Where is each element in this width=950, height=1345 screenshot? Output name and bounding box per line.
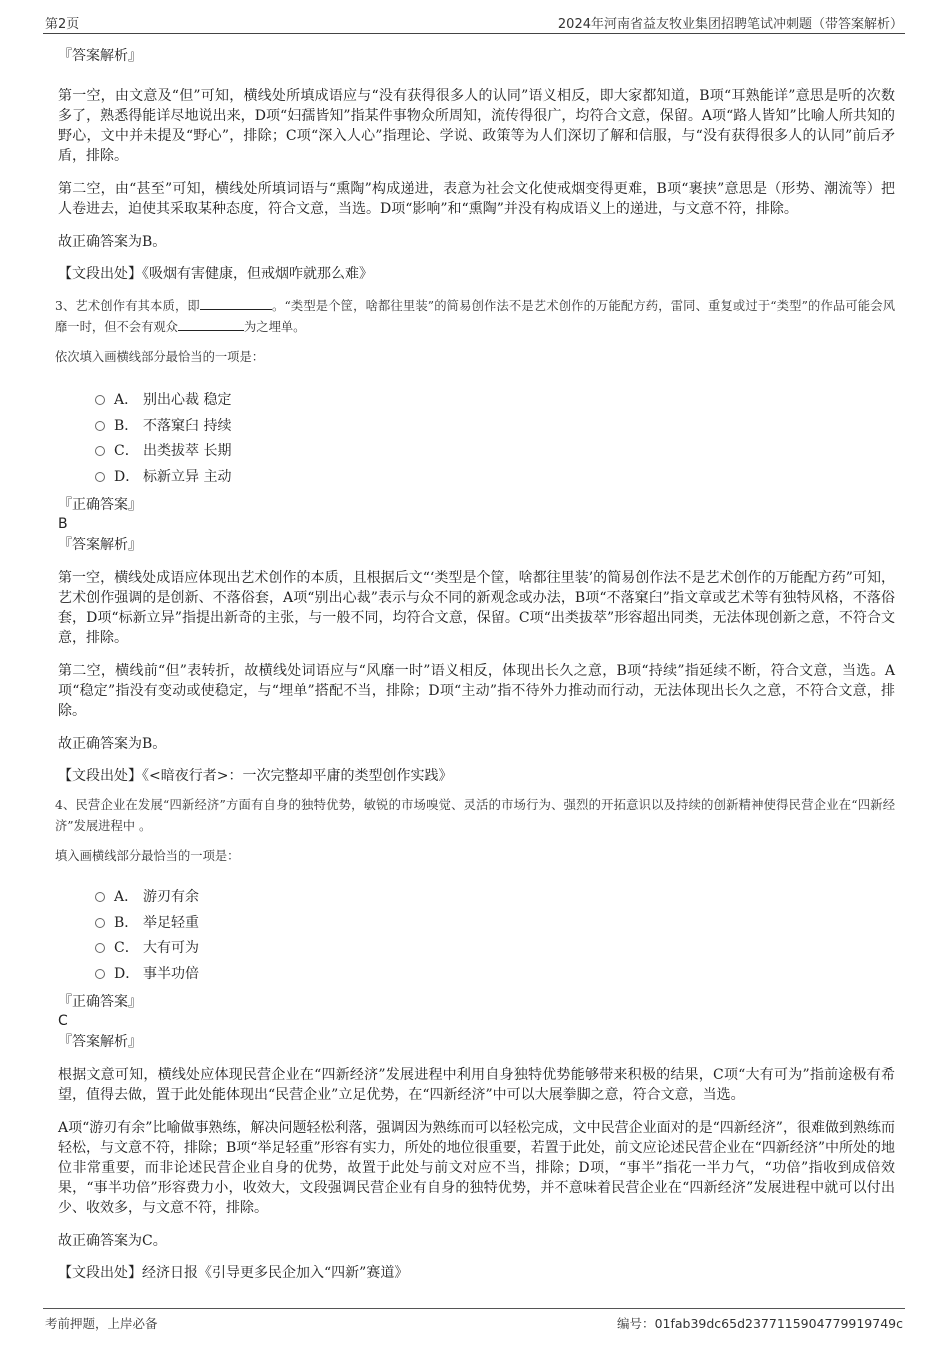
q4-option-c[interactable]: C． 大有可为 xyxy=(95,936,895,962)
radio-icon[interactable] xyxy=(95,395,105,405)
q3-analysis-p2: 第二空，横线前“但”表转折，故横线处词语应与“风靡一时”语义相反，体现出长久之意，B项“持续”指延续不断，符合文意，当选。A项“稳定”指没有变动或使稳定，与“埋单”搭配不当，排除；D项“主动”指不待外力推动而行动，无法体现出长久之意，不符合文意，排除。 xyxy=(58,663,895,719)
q4-analysis-label: 『答案解析』 xyxy=(58,1034,142,1050)
section2-conclusion: 故正确答案为B。 xyxy=(58,234,167,250)
document-title: 2024年河南省益友牧业集团招聘笔试冲刺题（带答案解析） xyxy=(557,17,903,32)
section2-analysis-p2: 第二空，由“甚至”可知，横线处所填词语与“熏陶”构成递进，表意为社会文化使戒烟变得更难，B项“裹挟”意思是（形势、潮流等）把人卷进去，迫使其采取某种态度，符合文意，当选。D项“影响”和“熏陶”并没有构成语义上的递进，与文意不符，排除。 xyxy=(58,181,895,217)
radio-icon[interactable] xyxy=(95,421,105,431)
q4-source: 【文段出处】经济日报《引导更多民企加入“四新”赛道》 xyxy=(58,1265,409,1281)
radio-icon[interactable] xyxy=(95,943,105,953)
q4-option-d[interactable]: D． 事半功倍 xyxy=(95,962,895,988)
q3-source: 【文段出处】《<暗夜行者>：一次完整却平庸的类型创作实践》 xyxy=(58,768,453,784)
q4-option-a[interactable]: A． 游刃有余 xyxy=(95,885,895,911)
section2-analysis-p1: 第一空，由文意及“但”可知，横线处所填成语应与“没有获得很多人的认同”语义相反，即大家都知道，B项“耳熟能详”意思是听的次数多了，熟悉得能详尽地说出来，D项“妇孺皆知”指某件事物众所周知，流传得很广，均符合文意，保留。A项“路人皆知”比喻人所共知的野心，文中并未提及“野心”，排除；C项“深入人心”指理论、学说、政策等为人们深切了解和信服，与“没有获得很多人的认同”前后矛盾，排除。 xyxy=(58,88,895,164)
page-number: 第2页 xyxy=(45,17,80,32)
q3-analysis-label: 『答案解析』 xyxy=(58,537,142,553)
document-id xyxy=(617,1314,903,1332)
q3-text-b: 。“类型是个筐，啥都往里装”的简易创作法不是艺术创作的万能配方药，雷同、重复或过于“类型”的作品可能会风靡一时，但不会有观众 xyxy=(55,299,895,334)
q3-question xyxy=(55,296,895,338)
q4-option-b[interactable]: B． 举足轻重 xyxy=(95,911,895,937)
q3-option-b[interactable]: B． 不落窠臼 持续 xyxy=(95,414,895,440)
section2-source: 【文段出处】《吸烟有害健康，但戒烟咋就那么难》 xyxy=(58,266,373,282)
q4-instruction: 填入画横线部分最恰当的一项是： xyxy=(55,849,240,863)
q4-question: 4、民营企业在发展“四新经济”方面有自身的独特优势，敏锐的市场嗅觉、灵活的市场行为、强烈的开拓意识以及持续的创新精神使得民营企业在“四新经济”发展进程中 。 xyxy=(55,798,895,833)
q3-conclusion: 故正确答案为B。 xyxy=(58,736,167,752)
footer-slogan: 考前押题，上岸必备 xyxy=(45,1316,158,1331)
q4-conclusion: 故正确答案为C。 xyxy=(58,1233,167,1249)
radio-icon[interactable] xyxy=(95,969,105,979)
q4-correct-answer: C xyxy=(58,1013,68,1029)
radio-icon[interactable] xyxy=(95,446,105,456)
radio-icon[interactable] xyxy=(95,918,105,928)
q4-analysis-p2: A项“游刃有余”比喻做事熟练，解决问题轻松利落，强调因为熟练而可以轻松完成，文中民营企业面对的是“四新经济”，很难做到熟练而轻松，与文意不符，排除；B项“举足轻重”形容有实力，所处的地位很重要，若置于此处，前文应论述民营企业在“四新经济”中所处的地位非常重要，而非论述民营企业自身的优势，故置于此处与前文对应不当，排除；D项，“事半”指花一半力气，“功倍”指收到成倍效果，“事半功倍”形容费力小，收效大，文段强调民营企业有自身的独特优势，并不意味着民营企业在“四新经济”发展进程中就可以付出少、收效多，与文意不符，排除。 xyxy=(58,1120,895,1216)
q3-option-c[interactable]: C． 出类拔萃 长期 xyxy=(95,439,895,465)
q3-blank-1 xyxy=(200,297,272,310)
q3-option-d[interactable]: D． 标新立异 主动 xyxy=(95,465,895,491)
document-id-label: 编号： xyxy=(617,1316,655,1331)
q3-option-a[interactable]: A． 别出心裁 稳定 xyxy=(95,388,895,414)
radio-icon[interactable] xyxy=(95,472,105,482)
q3-blank-2 xyxy=(178,318,244,331)
q4-analysis-p1: 根据文意可知，横线处应体现民营企业在“四新经济”发展进程中利用自身独特优势能够带来积极的结果，C项“大有可为”指前途极有希望，值得去做，置于此处能体现出“民营企业”立足优势，在“四新经济”中可以大展拳脚之意，符合文意，当选。 xyxy=(58,1067,895,1103)
section2-analysis-label: 『答案解析』 xyxy=(58,48,142,64)
radio-icon[interactable] xyxy=(95,892,105,902)
q4-correct-label: 『正确答案』 xyxy=(58,994,142,1010)
page-header xyxy=(43,11,905,34)
page-footer xyxy=(43,1308,905,1329)
q3-correct-answer: B xyxy=(58,516,68,532)
q3-text-a: 3、艺术创作有其本质，即 xyxy=(55,299,200,313)
document-id-value: 01fab39dc65d2377115904779919749c xyxy=(654,1316,903,1331)
q3-instruction: 依次填入画横线部分最恰当的一项是： xyxy=(55,350,265,364)
page-content xyxy=(55,40,895,1283)
q4-options xyxy=(95,885,895,987)
q3-analysis-p1: 第一空，横线处成语应体现出艺术创作的本质，且根据后文“‘类型是个筐，啥都往里装’的简易创作法不是艺术创作的万能配方药”可知，艺术创作强调的是创新、不落俗套，A项“别出心裁”表示与众不同的新观念或办法，B项“不落窠臼”指文章或艺术等有独特风格，不落俗套，D项“标新立异”指提出新奇的主张，与一般不同，均符合文意，保留。C项“出类拔萃”形容超出同类，无法体现创新之意，不符合文意，排除。 xyxy=(58,570,895,646)
q3-options xyxy=(95,388,895,490)
q3-correct-label: 『正确答案』 xyxy=(58,497,142,513)
q3-text-c: 为之埋单。 xyxy=(243,320,306,334)
